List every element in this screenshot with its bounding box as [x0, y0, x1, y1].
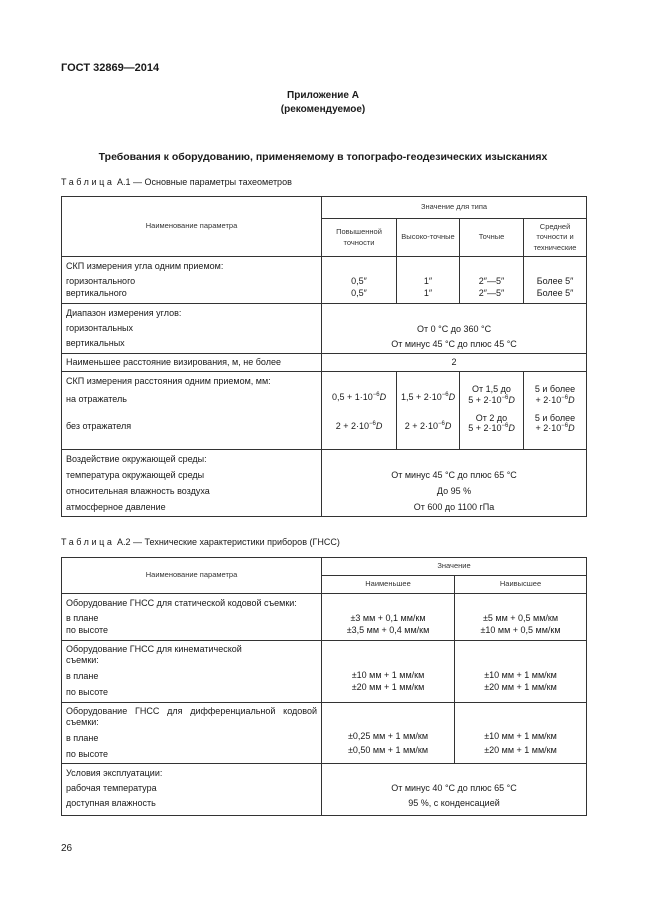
- t2-r3-max2: ±20 мм + 1 мм/км: [484, 745, 557, 756]
- t1-r4-a3a: От 1,5 до: [472, 384, 511, 394]
- t2-r2-min1: ±10 мм + 1 мм/км: [351, 670, 425, 680]
- t2-r1-l1: в плане: [66, 613, 99, 624]
- t2-row-static: [62, 594, 587, 641]
- t1-r1-l1: горизонтального: [66, 276, 136, 287]
- t1-r4-a4b: + $2\cdot 10^{-6}D$: [535, 394, 575, 405]
- t2-row-differential: [62, 703, 587, 764]
- t1-r4-title: СКП измерения расстояния одним приемом, мм:: [66, 376, 271, 386]
- table-a2: [61, 557, 587, 816]
- t1-col-param: Наименование параметра: [62, 197, 322, 257]
- t1-r4-b3a: От 2 до: [475, 412, 508, 423]
- t1-r1-v2: 1″: [423, 288, 433, 299]
- table1-caption: [61, 177, 292, 187]
- t1-r3-label: Наименьшее расстояние визирования, м, не более: [62, 354, 322, 372]
- t2-r1-min2: ±3,5 мм + 0,4 мм/км: [346, 625, 430, 636]
- t1-r5-v2: До 95 %: [436, 486, 472, 497]
- t1-row-range: [62, 304, 587, 354]
- t1-type-1: Повышенной точности: [322, 219, 397, 257]
- t1-r1-v4: Более 5″: [536, 288, 574, 299]
- page-number: 26: [61, 843, 73, 854]
- t2-col-max: Наивысшее: [455, 576, 587, 594]
- t1-r4-a1: $0,5 + 1\cdot 10^{-6}D$: [331, 392, 387, 402]
- t2-r1-min1: ±3 мм + 0,1 мм/км: [350, 613, 426, 623]
- t1-r4-b2: $2 + 2\cdot 10^{-6}D$: [404, 421, 452, 432]
- t2-r2-l1: в плане: [66, 670, 99, 681]
- table2-caption: [61, 537, 340, 547]
- t2-r4-l2: доступная влажность: [66, 798, 156, 809]
- t1-r4-b4b: + $2\cdot 10^{-6}D$: [535, 423, 575, 434]
- t2-r1-max2: ±10 мм + 0,5 мм/км: [480, 625, 561, 636]
- t1-r2-v1: От 0 °С до 360 °С: [416, 324, 492, 334]
- t1-r3-value: 2: [322, 354, 587, 372]
- t2-r2-max2: ±20 мм + 1 мм/км: [484, 682, 557, 693]
- t1-r2-l1: горизонтальных: [66, 323, 134, 334]
- t1-r4-l1: на отражатель: [66, 394, 127, 405]
- t1-r5-l3: атмосферное давление: [66, 502, 166, 513]
- t1-row-angle: [62, 257, 587, 304]
- t2-r3-l1: в плане: [66, 732, 99, 743]
- t1-r5-title: Воздействие окружающей среды:: [66, 454, 207, 464]
- t1-r1-h3: 2″—5″: [478, 276, 505, 286]
- t1-r5-l1: температура окружающей среды: [66, 470, 205, 481]
- t2-r2-l2: по высоте: [66, 686, 109, 697]
- t1-type-2: Высоко-точные: [397, 219, 460, 257]
- t2-r3-title: Оборудование ГНСС для дифференциальной кодовой съемки:: [66, 706, 317, 728]
- t2-r4-title: Условия эксплуатации:: [66, 768, 163, 778]
- t2-r3-min2: ±0,50 мм + 1 мм/км: [347, 745, 429, 756]
- t2-col-min: Наименьшее: [322, 576, 455, 594]
- t2-r4-v2: 95 %, с конденсацией: [408, 798, 500, 809]
- table2-caption-text: А.2 — Технические характеристики приборов (ГНСС): [117, 537, 340, 547]
- t1-r4-l2: без отражателя: [66, 421, 132, 432]
- t1-type-3: Точные: [460, 219, 524, 257]
- appendix-subtitle: (рекомендуемое): [280, 104, 366, 115]
- t1-r4-a4a: 5 и более: [534, 384, 576, 394]
- t1-row-environment: [62, 450, 587, 517]
- t1-r5-v3: От 600 до 1100 гПа: [413, 502, 495, 513]
- t2-r3-l2: по высоте: [66, 748, 109, 759]
- t2-r3-max1: ±10 мм + 1 мм/км: [484, 731, 557, 741]
- t2-r1-title: Оборудование ГНСС для статической кодовой съемки:: [66, 598, 297, 608]
- table2-caption-word: Таблица: [61, 537, 115, 547]
- t1-r4-b1: $2 + 2\cdot 10^{-6}D$: [335, 421, 383, 432]
- t1-r2-l2: вертикальных: [66, 338, 125, 349]
- t2-col-param: Наименование параметра: [62, 558, 322, 594]
- t2-r4-v1: От минус 40 °С до плюс 65 °С: [391, 783, 517, 793]
- t2-r4-l1: рабочая температура: [66, 783, 157, 794]
- t2-row-kinematic: [62, 641, 587, 703]
- t2-row-conditions: [62, 764, 587, 816]
- t1-r1-l2: вертикального: [66, 288, 127, 299]
- t1-r5-l2: относительная влажность воздуха: [66, 486, 210, 497]
- t2-col-group: Значение: [322, 558, 587, 576]
- t1-r4-b3b: $5 + 2\cdot 10^{-6}D$: [468, 423, 515, 434]
- t1-r1-v1: 0,5″: [351, 288, 367, 299]
- standard-number: ГОСТ 32869—2014: [61, 62, 160, 74]
- t2-r1-max1: ±5 мм + 0,5 мм/км: [482, 613, 559, 623]
- t1-r4-a3b: $5 + 2\cdot 10^{-6}D$: [468, 394, 515, 405]
- section-heading: Требования к оборудованию, применяемому в топографо-геодезических изысканиях: [98, 151, 548, 163]
- t1-r1-h4: Более 5″: [536, 276, 574, 286]
- t2-r1-l2: по высоте: [66, 625, 109, 636]
- t2-r2-min2: ±20 мм + 1 мм/км: [351, 682, 425, 693]
- t1-r4-b4a: 5 и более: [534, 412, 576, 423]
- t1-row-distance: [62, 354, 587, 372]
- t1-r5-v1: От минус 45 °С до плюс 65 °С: [391, 470, 517, 480]
- t2-r2-max1: ±10 мм + 1 мм/км: [484, 670, 557, 680]
- t1-row-rangefinder: [62, 372, 587, 450]
- t1-r1-v3: 2″—5″: [478, 288, 505, 299]
- appendix-title: Приложение А: [287, 90, 359, 101]
- t1-r1-title: СКП измерения угла одним приемом:: [66, 261, 224, 271]
- t1-r2-v2: От минус 45 °С до плюс 45 °С: [391, 339, 517, 350]
- t1-col-group: Значение для типа: [322, 197, 587, 219]
- table-a1: [61, 196, 587, 517]
- t1-r4-a2: $1,5 + 2\cdot 10^{-6}D$: [400, 392, 456, 402]
- t2-r3-min1: ±0,25 мм + 1 мм/км: [347, 731, 429, 741]
- table1-caption-text: А.1 — Основные параметры тахеометров: [117, 177, 292, 187]
- t2-r2-title: Оборудование ГНСС для кинематической съемки:: [66, 644, 242, 666]
- t1-r1-h2: 1″: [423, 276, 433, 286]
- t1-type-4: Средней точности и технические: [524, 219, 587, 257]
- t1-r2-title: Диапазон измерения углов:: [66, 308, 182, 318]
- t1-r1-h1: 0,5″: [351, 276, 367, 286]
- table1-caption-word: Таблица: [61, 177, 115, 187]
